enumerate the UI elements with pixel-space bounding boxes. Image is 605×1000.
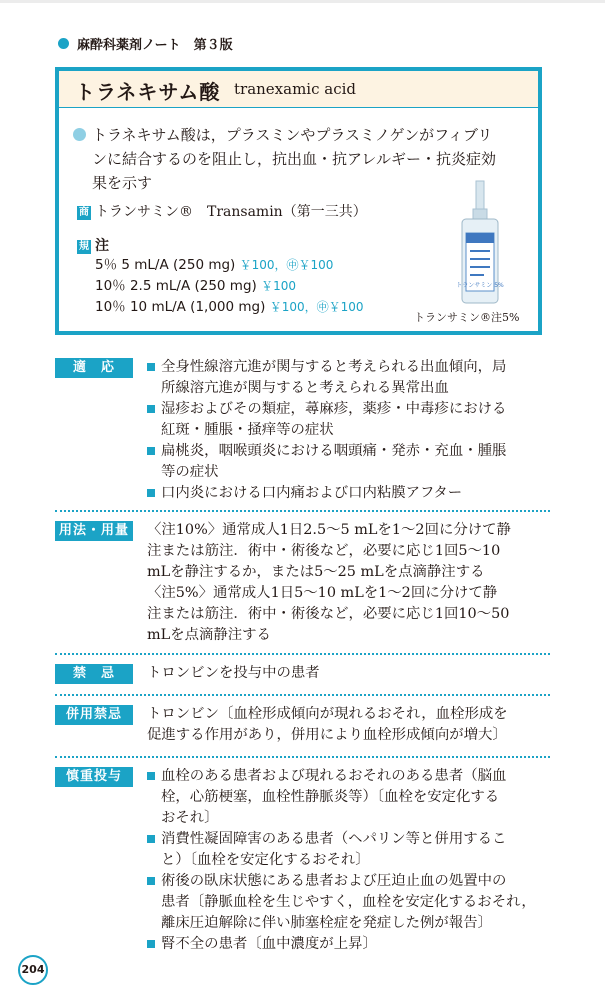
indication-label: 適 応 (55, 358, 133, 378)
standard-mark-icon: 規 (79, 241, 89, 252)
list-item: 全身性線溶亢進が関与すると考えられる出血傾向，局 所線溶亢進が関与すると考えられる異常出血 (147, 357, 552, 399)
page-number: 204 (18, 955, 48, 985)
list-item: 腎不全の患者〔血中濃度が上昇〕 (147, 934, 552, 955)
standard-line: 10％ 2.5 mL/A (250 mg) ￥100 (95, 278, 296, 294)
drug-description: トラネキサム酸は，プラスミンやプラスミノゲンがフィブリ ンに結合するのを阻止し，抗出血・抗アレルギー・抗炎症効 果を示す (73, 123, 528, 195)
standard-line: 10％ 10 mL/A (1,000 mg) ￥100，㊥￥100 (95, 299, 364, 315)
caution-body (147, 766, 552, 955)
drug-card (55, 67, 542, 335)
dosage-label: 用法・用量 (55, 521, 133, 541)
drug-title-bar (59, 71, 538, 108)
top-border (0, 0, 605, 3)
divider (55, 510, 550, 512)
list-item: 湿疹およびその類症，蕁麻疹，薬疹・中毒疹における 紅斑・腫脹・掻痒等の症状 (147, 399, 552, 441)
list-item: 扁桃炎，咽喉頭炎における咽頭痛・発赤・充血・腫脹 等の症状 (147, 441, 552, 483)
price: ￥100 (261, 279, 296, 293)
standard-header: 規 注 (79, 238, 109, 254)
divider (55, 653, 550, 655)
divider (55, 694, 550, 696)
running-header (58, 34, 233, 53)
book-title: 麻酔科薬剤ノート 第３版 (77, 38, 233, 53)
contra-body: トロンビンを投与中の患者 (147, 665, 320, 681)
list-item: 術後の臥床状態にある患者および圧迫止血の処置中の 患者〔静脈血栓を生じやすく，血栓を安定化するおそれ， 離床圧迫解除に伴い肺塞栓症を発症した例が報告〕 (147, 871, 552, 934)
standard-list (95, 255, 364, 318)
header-bullet-icon (58, 38, 69, 49)
contra-label: 禁 忌 (55, 664, 133, 684)
standard-line: 5％ 5 mL/A (250 mg) ￥100，㊥￥100 (95, 257, 334, 273)
price: ￥100，㊥￥100 (269, 300, 364, 314)
dosage-body: 〈注10%〉通常成人1日2.5～5 mLを1～2回に分けて静 注または筋注．術中・術後など，必要に応じ1回5～10 mLを静注するか，または5～25 mLを点滴静注する 〈注5%〉通常成人1日5～10 mLを1～2回に分けて静 注または筋注．術中・術後など，必要に応じ1回10～50 mLを点滴静注する (147, 522, 511, 643)
caution-label: 慎重投与 (55, 767, 133, 787)
description-bullet-icon (73, 128, 86, 141)
price: ￥100，㊥￥100 (239, 258, 334, 272)
indication-body (147, 357, 552, 504)
svg-text:トランサミン 5%: トランサミン 5% (456, 282, 504, 289)
photo-caption: トランサミン®注5% (414, 311, 520, 324)
divider (55, 756, 550, 758)
list-item: 血栓のある患者および現れるおそれのある患者（脳血 栓，心筋梗塞，血栓性静脈炎等）〔血栓を安定化する おそれ〕 (147, 766, 552, 829)
drug-name-en: tranexamic acid (234, 80, 357, 98)
list-item: 口内炎における口内痛および口内粘膜アフター (147, 483, 552, 504)
ampoule-image (454, 179, 506, 307)
trade-mark-icon: 商 (79, 207, 89, 218)
list-item: 消費性凝固障害のある患者（ヘパリン等と併用するこ と）〔血栓を安定化するおそれ〕 (147, 829, 552, 871)
combo-label: 併用禁忌 (55, 705, 133, 725)
trade-name: 商 トランサミン® Transamin（第一三共） (79, 204, 367, 220)
combo-body: トロンビン〔血栓形成傾向が現れるおそれ，血栓形成を 促進する作用があり，併用により血栓形成傾向が増大〕 (147, 706, 508, 743)
drug-name-ja: トラネキサム酸 (75, 80, 221, 104)
